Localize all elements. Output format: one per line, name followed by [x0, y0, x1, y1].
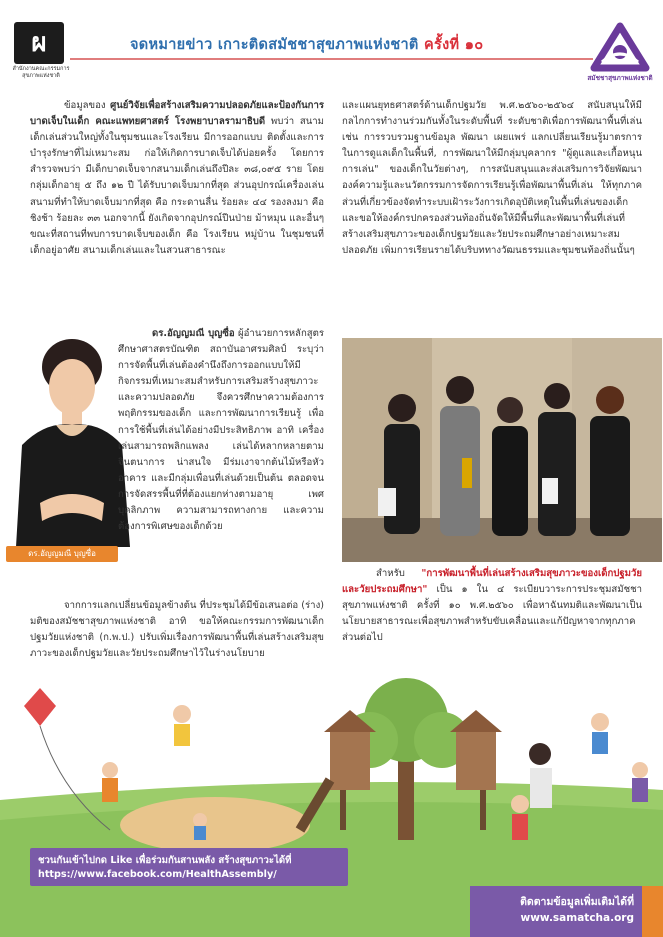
newsletter-title: [130, 33, 530, 56]
left-paragraph-2-narrow: ดร.อัญญมณี บุญซื่อ ผู้อำนวยการหลักสูตรศึกษาศาสตรบัณฑิต สถาบันอาศรมศิลป์ ระบุว่า การจัดพื้นที่เล่นต้องคำนึงถึงการออกแบบให้มีกิจกรรมที่เหมาะสมสำหรับการเสริมสร้างสุขภาวะและความปลอดภัย จึงควรศึกษาความต้องการ พฤติกรรมของเด็ก และการพัฒนาการเรียนรู้ เพื่อการใช้พื้นที่เล่นได้อย่างมีประสิทธิภาพ อาทิ เครื่องเล่นสามารถพลิกแพลง เล่นได้หลากหลายตามจินตนาการ น่าสนใจ มีร่มเงาจากต้นไม้หรือหัวอาคาร และมีกลุ่มเพื่อนที่เล่นด้วยเป็นต้น ตลอดจนการจัดสรรพื้นที่ที่ต้องแยกห่างตามอายุ เพศ บุคลิกภาพ ความสามารถทางกาย และความต้องการพิเศษของเด็กด้วย: [118, 328, 324, 533]
nhco-logo-icon: ผ: [14, 22, 64, 64]
right-paragraph-1: และแผนยุทธศาสตร์ด้านเด็กปฐมวัย พ.ศ.๒๕๖๐-๒๕๖๔ สนับสนุนให้มีกลไกการทำงานร่วมกันทั้งในระดับพื้นที่ ระดับชาติเพื่อการพัฒนาพื้นที่เล่น เช่น การรวบรวมฐานข้อมูล พัฒนา เผยแพร่ แลกเปลี่ยนเรียนรู้มาตรการในการดูแลเด็กในพื้นที่, การพัฒนาให้มีกลุ่มบุคลากร "ผู้ดูแลและเกื้อหนุนการเล่น" ของเด็กในวัยต่างๆ, การสนับสนุนและส่งเสริมการวิจัยพัฒนาองค์ความรู้และนวัตกรรมการจัดการเรียนรู้เพื่อพัฒนาพื้นที่เล่น ให้ทุกภาคส่วนที่เกี่ยวข้องจัดทำระบบเฝ้าระวังการเกิดอุบัติเหตุในพื้นที่เล่นของเด็ก และขอให้องค์กรปกครองส่วนท้องถิ่นจัดให้มีพื้นที่และพัฒนาพื้นที่เล่นที่สร้างเสริมสุขภาวะของเด็กปฐมวัยและวัยประถมศึกษาอย่างเหมาะสม ปลอดภัย เพิ่มการเรียนรายได้บริบททางวัฒนธรรมและชุมชนท้องถิ่นนั้นๆ: [342, 100, 642, 256]
title-main: จดหมายข่าว เกาะติดสมัชชาสุขภาพแห่งชาติ: [130, 37, 419, 53]
assembly-logo-icon: [588, 22, 652, 72]
website-link[interactable]: www.samatcha.org: [520, 912, 634, 924]
right-logo-caption: สมัชชาสุขภาพแห่งชาติ: [587, 74, 653, 82]
title-edition: ครั้งที่ ๑๐: [424, 37, 484, 53]
follow-label: ติดตามข้อมูลเพิ่มเติมได้ที่: [520, 896, 634, 908]
right-paragraph-2: สำหรับ "การพัฒนาพื้นที่เล่นสร้างเสริมสุขภาวะของเด็กปฐมวัยและวัยประถมศึกษา" เป็น ๑ ใน ๔ ระเบียบวาระการประชุมสมัชชาสุขภาพแห่งชาติ ครั้งที่ ๑๐ พ.ศ.๒๕๖๐ เพื่อหาฉันทมติและพัฒนาเป็นนโยบายสาธารณะเพื่อสุขภาพสำหรับขับเคลื่อนและแก้ปัญหาจากทุกภาคส่วนต่อไป: [342, 568, 642, 644]
portrait-photo: [6, 325, 136, 547]
facebook-link[interactable]: https://www.facebook.com/HealthAssembly/: [38, 869, 277, 880]
left-paragraph-3: จากการแลกเปลี่ยนข้อมูลข้างต้น ที่ประชุมได้มีข้อเสนอต่อ (ร่าง) มติของสมัชชาสุขภาพแห่งชาติ อาทิ ขอให้คณะกรรมการพัฒนาเด็กปฐมวัยแห่งชาติ (ก.พ.ป.) ปรับเพิ่มเรื่องการพัฒนาพื้นที่เล่นสร้างเสริมสุขภาวะของเด็กปฐมวัยและวัยประถมศึกษาไว้ในร่างนโยบาย: [30, 600, 324, 660]
corner-tab: [642, 886, 663, 937]
facebook-banner[interactable]: [30, 848, 348, 886]
left-paragraph-1: ข้อมูลของ ศูนย์วิจัยเพื่อสร้างเสริมความปลอดภัยและป้องกันการบาดเจ็บในเด็ก คณะแพทยศาสตร์ โรงพยาบาลรามาธิบดี พบว่า สนามเด็กเล่นส่วนใหญ่ทั้งในชุมชนและโรงเรียน มีการออกแบบ ติดตั้งและการบำรุงรักษาที่ไม่เหมาะสม ก่อให้เกิดการบาดเจ็บได้บ่อยครั้ง โดยการสำรวจพบว่า มีเด็กบาดเจ็บจากสนามเด็กเล่นถึงปีละ ๓๘,๐๙๕ ราย โดยกลุ่มเด็กอายุ ๕ ถึง ๑๒ ปี ได้รับบาดเจ็บมากที่สุด ส่วนอุปกรณ์เครื่องเล่นสนามที่ทำให้บาดเจ็บมากที่สุด คือ กระดานลื่น ร้อยละ ๔๔ รองลงมา คือ ชิงช้า ร้อยละ ๓๓ นอกจากนี้ ยังเกิดจากอุปกรณ์ปีนป่าย ม้าหมุน และอื่นๆ ขณะที่สถานที่พบการบาดเจ็บของเด็ก คือ โรงเรียน หมู่บ้าน ในชุมชนที่เด็กอยู่อาศัย สนามเด็กเล่นและในสวนสาธารณะ: [30, 100, 324, 256]
left-logo-caption: สำนักงานคณะกรรมการสุขภาพแห่งชาติ: [12, 66, 70, 79]
portrait-caption: ดร.อัญญมณี บุญซื่อ: [6, 546, 118, 562]
facebook-invite-text: ชวนกันเข้าไปกด Like เพื่อร่วมกันสานพลัง สร้างสุขภาวะได้ที่: [38, 855, 292, 866]
group-photo: [342, 338, 662, 562]
header-divider: [70, 58, 593, 60]
